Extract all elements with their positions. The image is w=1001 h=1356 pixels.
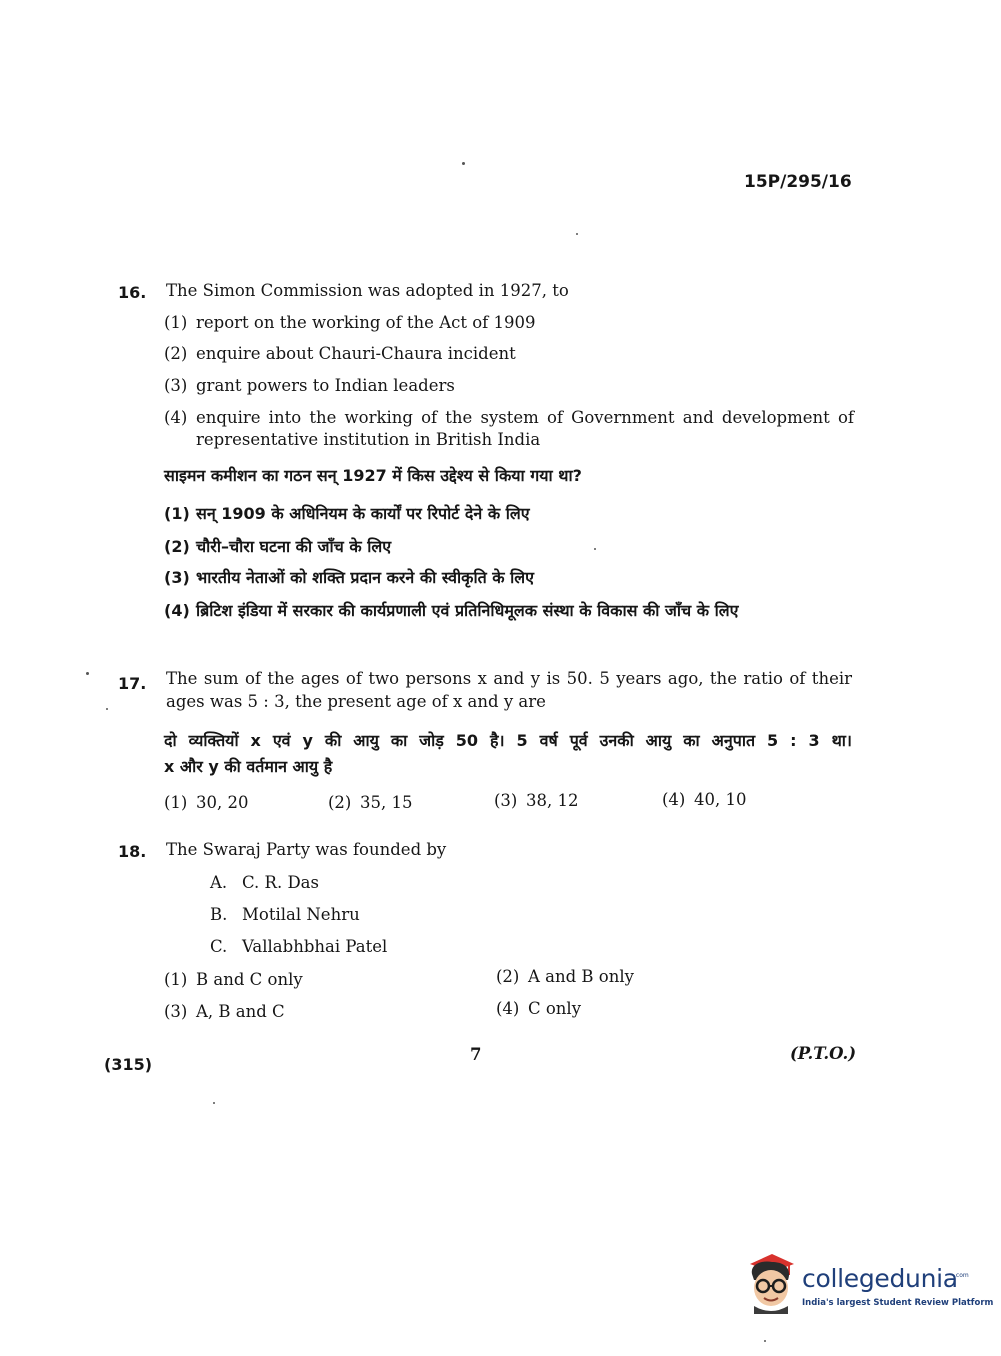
- scan-speck: [594, 548, 596, 550]
- option-text: सन् 1909 के अधिनियम के कार्यों पर रिपोर्ट देने के लिए: [196, 504, 530, 523]
- option-4: [662, 790, 746, 809]
- option-number: (3): [164, 1002, 188, 1021]
- question-number: 16.: [118, 283, 147, 302]
- option-3-en: [164, 376, 455, 395]
- option-number: (2): [164, 344, 188, 363]
- option-text: grant powers to Indian leaders: [196, 376, 455, 395]
- option-1: [164, 793, 248, 812]
- scan-speck: [86, 672, 89, 675]
- option-text: enquire about Chauri-Chaura incident: [196, 344, 516, 363]
- question-text-en-line-1: The sum of the ages of two persons x and y is 50. 5 years ago, the ratio of their: [166, 669, 852, 688]
- option-text: enquire into the working of the system of Government and development of representative institution in British India: [196, 408, 854, 449]
- option-number: (1): [164, 313, 188, 332]
- option-3: [164, 1002, 285, 1021]
- statement-letter: B.: [210, 905, 228, 924]
- option-text: ब्रिटिश इंडिया में सरकार की कार्यप्रणाली एवं प्रतिनिधिमूलक संस्था के विकास की जाँच के लिए: [196, 601, 739, 620]
- statement-letter: C.: [210, 937, 228, 956]
- logo-tagline: India's largest Student Review Platform: [802, 1298, 994, 1308]
- statement-text: C. R. Das: [242, 873, 319, 892]
- option-number: (1): [164, 504, 190, 523]
- scan-speck: [213, 1102, 215, 1104]
- logo-wordmark: collegedunia: [802, 1264, 958, 1293]
- option-4-en: [164, 407, 854, 451]
- option-number: (3): [164, 568, 190, 587]
- statement-text: Vallabhbhai Patel: [242, 937, 388, 956]
- option-number: (4): [496, 999, 520, 1018]
- option-2: [328, 793, 412, 812]
- logo-domain-suffix: .com: [954, 1272, 969, 1279]
- option-1: [164, 970, 303, 989]
- statement-a: [210, 873, 319, 892]
- option-3-hi: [164, 566, 534, 588]
- question-text-hi: साइमन कमीशन का गठन सन् 1927 में किस उद्देश्य से किया गया था?: [164, 466, 582, 485]
- footer-code: (315): [104, 1055, 153, 1074]
- option-2-hi: [164, 535, 391, 557]
- option-text: report on the working of the Act of 1909: [196, 313, 536, 332]
- question-text-en: The Simon Commission was adopted in 1927, to: [166, 281, 569, 300]
- option-number: (2): [164, 537, 190, 556]
- option-number: (3): [494, 791, 518, 810]
- option-text: 40, 10: [694, 790, 747, 809]
- option-4-hi: [164, 598, 854, 624]
- option-text: 38, 12: [526, 791, 579, 810]
- option-4: [496, 999, 581, 1018]
- option-1-en: [164, 313, 536, 332]
- paper-code: 15P/295/16: [744, 172, 852, 192]
- option-text: 35, 15: [360, 793, 413, 812]
- option-text: भारतीय नेताओं को शक्ति प्रदान करने की स्वीकृति के लिए: [196, 568, 534, 587]
- option-number: (4): [164, 601, 190, 620]
- question-text-en-line-2: ages was 5 : 3, the present age of x and y are: [166, 692, 546, 711]
- question-number: 17.: [118, 674, 147, 693]
- option-number: (4): [164, 408, 188, 427]
- option-3: [494, 791, 578, 810]
- statement-text: Motilal Nehru: [242, 905, 360, 924]
- scan-speck: [576, 233, 578, 235]
- option-2: [496, 967, 634, 986]
- option-text: A and B only: [528, 967, 634, 986]
- pto-label: (P.T.O.): [790, 1044, 857, 1063]
- student-mascot-icon: [742, 1250, 800, 1314]
- option-number: (3): [164, 376, 188, 395]
- option-text: A, B and C: [196, 1002, 285, 1021]
- scan-speck: [462, 162, 465, 165]
- option-number: (2): [496, 967, 520, 986]
- option-text: B and C only: [196, 970, 303, 989]
- option-text: 30, 20: [196, 793, 249, 812]
- question-text-hi-line-1: दो व्यक्तियों x एवं y की आयु का जोड़ 50 है। 5 वर्ष पूर्व उनकी आयु का अनुपात 5 : 3 था।: [164, 731, 852, 750]
- statement-b: [210, 905, 360, 924]
- question-number: 18.: [118, 842, 147, 861]
- statement-letter: A.: [210, 873, 228, 892]
- option-number: (1): [164, 793, 188, 812]
- option-number: (4): [662, 790, 686, 809]
- collegedunia-logo: [742, 1250, 994, 1320]
- option-number: (1): [164, 970, 188, 989]
- question-text-hi-line-2: x और y की वर्तमान आयु है: [164, 757, 333, 776]
- option-2-en: [164, 344, 516, 363]
- option-text: चौरी–चौरा घटना की जाँच के लिए: [196, 537, 392, 556]
- option-1-hi: [164, 502, 530, 524]
- scan-speck: [106, 708, 108, 710]
- scan-speck: [764, 1340, 766, 1342]
- option-text: C only: [528, 999, 582, 1018]
- question-text-en: The Swaraj Party was founded by: [166, 840, 447, 859]
- option-number: (2): [328, 793, 352, 812]
- page-number: 7: [470, 1045, 482, 1064]
- statement-c: [210, 937, 387, 956]
